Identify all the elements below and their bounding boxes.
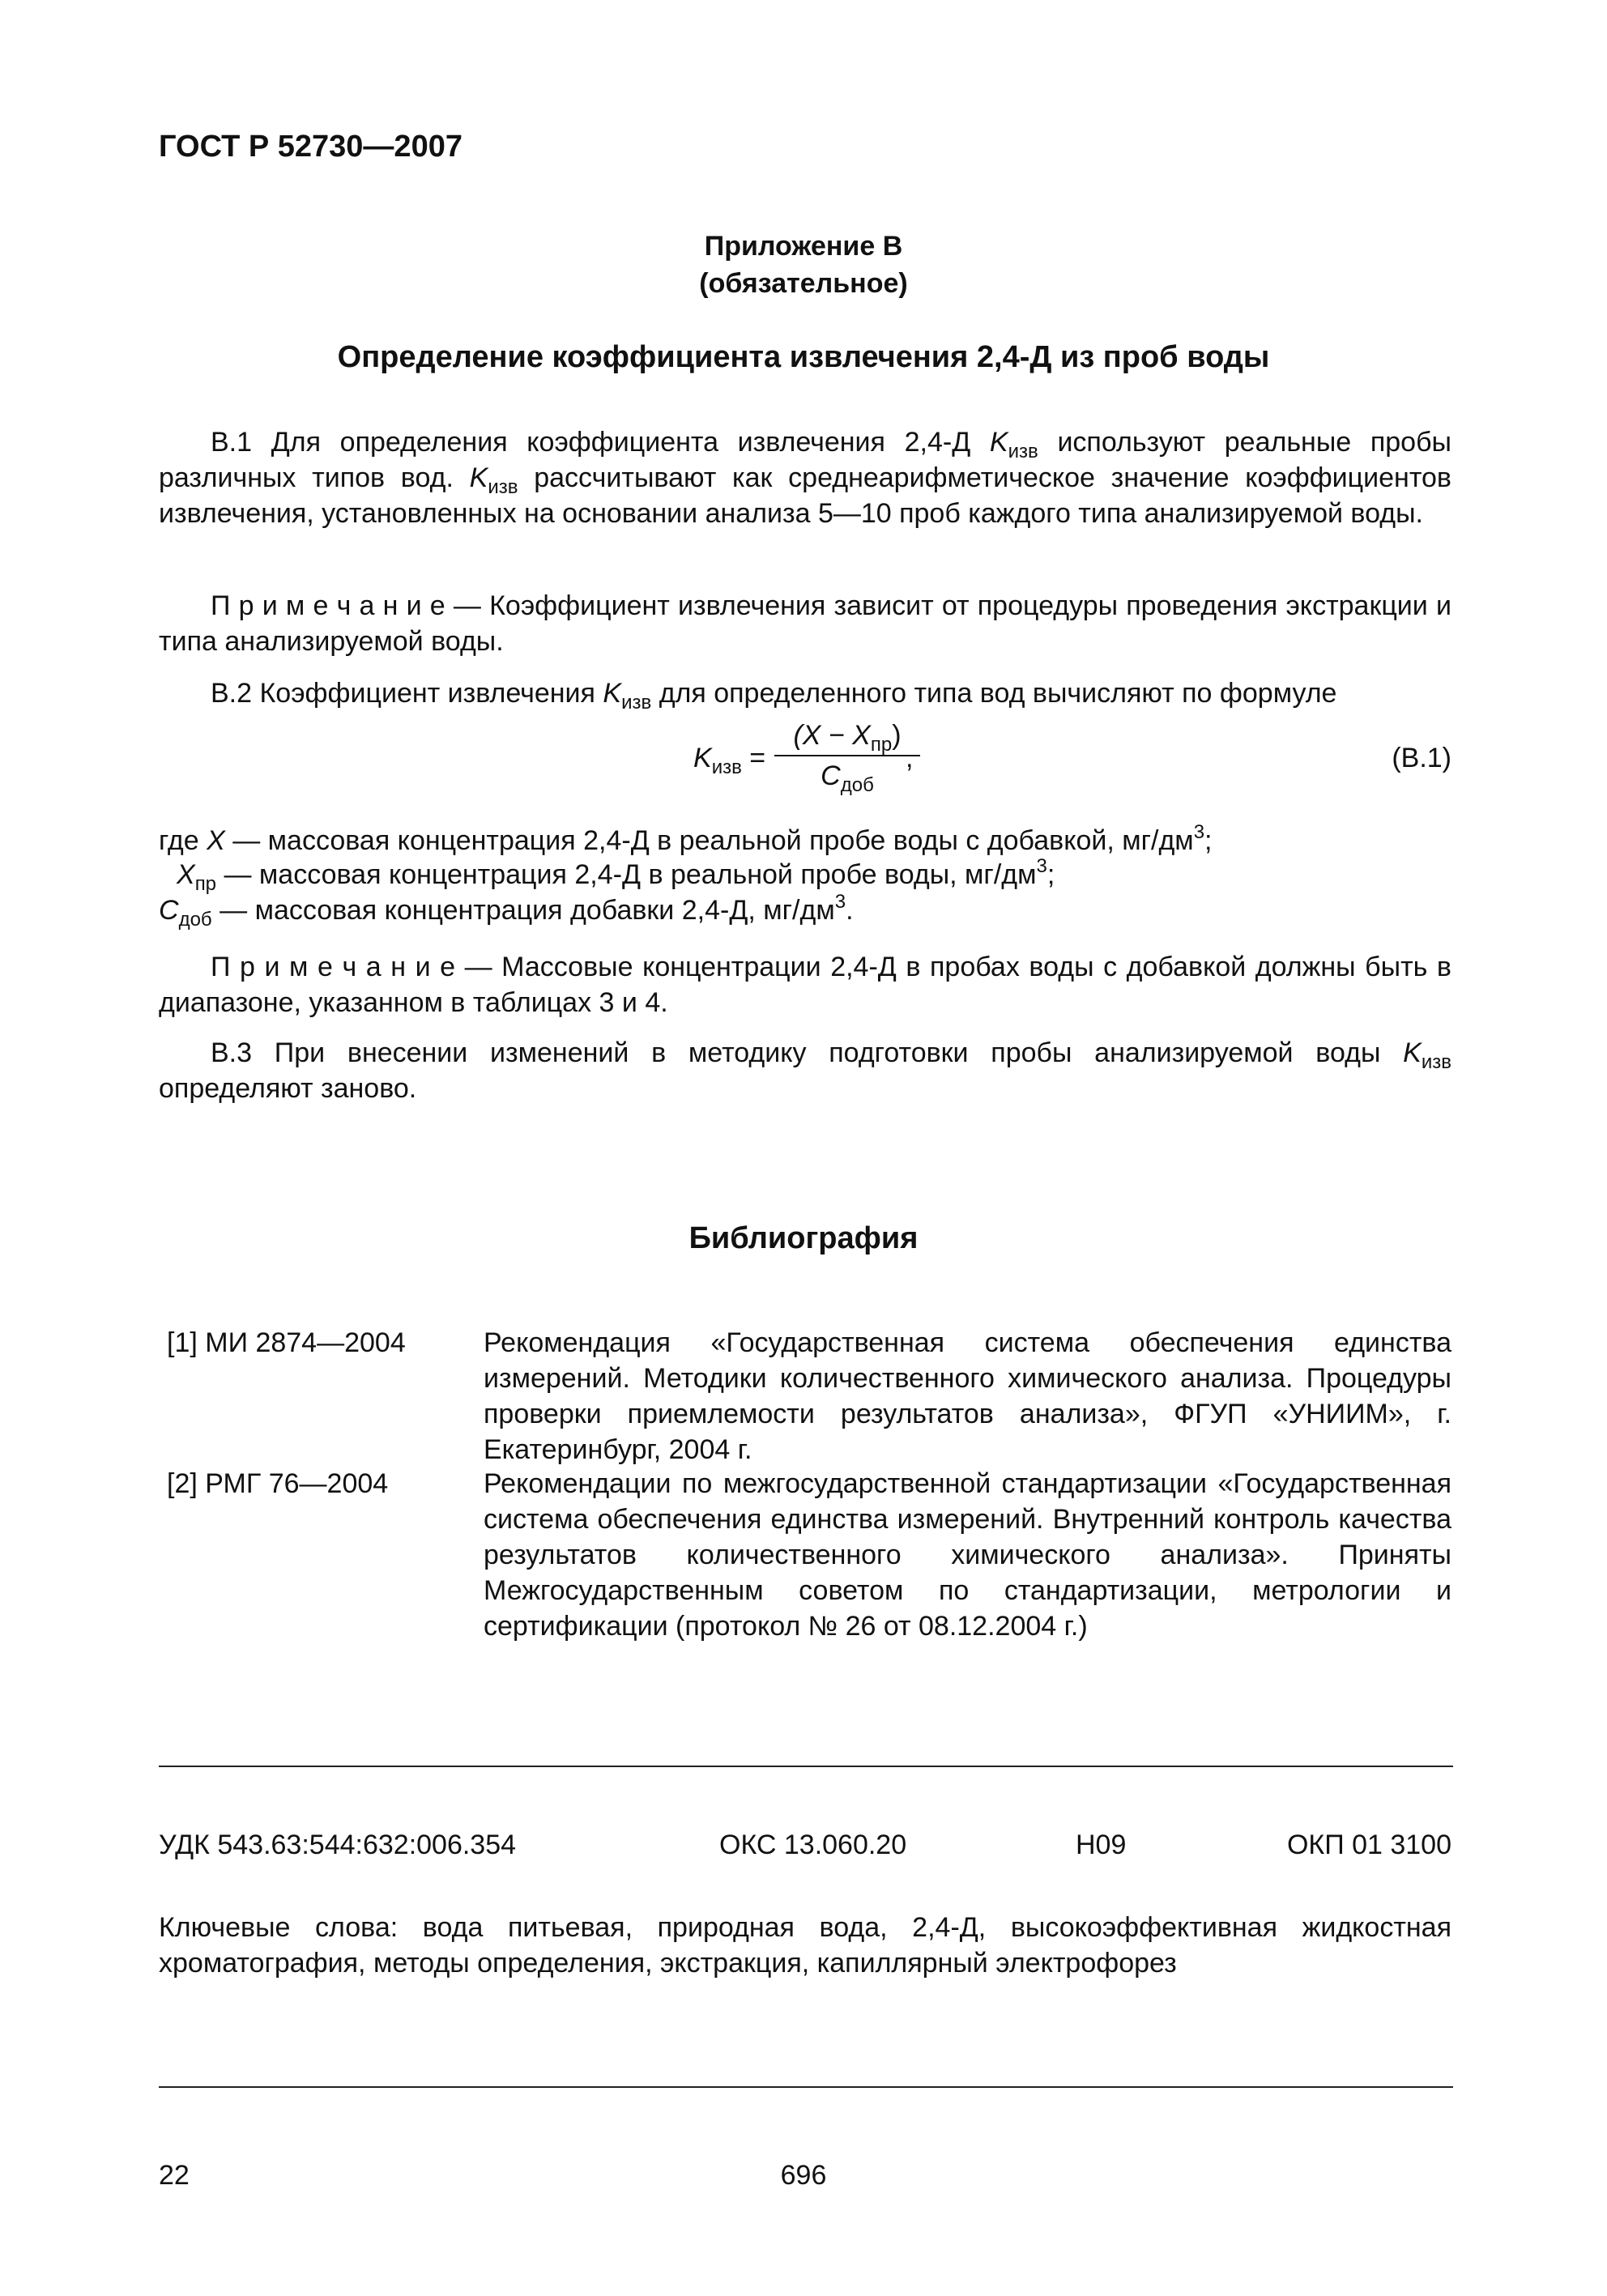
where-line-1: где X — массовая концентрация 2,4-Д в реальной пробе воды с добавкой, $мг/дм^3$; bbox=[159, 821, 1213, 856]
bibliography-ref-1: [1] МИ 2874—2004 bbox=[167, 1327, 406, 1358]
where-line-2: $X_{пр}$ — массовая концентрация 2,4-Д в реальной пробе воды, $мг/дм^3$; bbox=[177, 855, 1055, 895]
paragraph-b1: В.1 Для определения коэффициента извлечения 2,4-Д $K_{изв}$ используют реальные пробы различных типов вод. $K_{изв}$ рассчитывают как среднеарифметическое значение коэффициентов извлечения, установленных на основании анализа 5—10 проб каждого типа анализируемой воды. bbox=[159, 427, 1451, 529]
where-line-3: $C_{доб}$ — массовая концентрация добавки 2,4-Д, $мг/дм^3$. bbox=[159, 891, 854, 931]
oks-code: ОКС 13.060.20 bbox=[719, 1830, 907, 1860]
bibliography-text-1: Рекомендация «Государственная система обеспечения единства измерений. Методики количественного химического анализа. Процедуры проверки приемлемости результатов анализа», ФГУП «УНИИМ», г. Екатеринбург, 2004 г. bbox=[484, 1327, 1451, 1465]
appendix-title: Приложение В bbox=[704, 231, 903, 262]
formula-denominator: $C_{доб}$ bbox=[821, 760, 874, 796]
appendix-heading: Определение коэффициента извлечения 2,4-Д из проб воды bbox=[337, 340, 1270, 374]
sheet-number: 696 bbox=[780, 2160, 827, 2191]
document-id: ГОСТ Р 52730—2007 bbox=[159, 130, 462, 164]
appendix-status: (обязательное) bbox=[699, 268, 908, 299]
note-2: П р и м е ч а н и е — Массовые концентрации 2,4-Д в пробах воды с добавкой должны быть в диапазоне, указанном в таблицах 3 и 4. bbox=[159, 952, 1451, 1018]
formula-number: (В.1) bbox=[1392, 743, 1451, 773]
keywords: Ключевые слова: вода питьевая, природная вода, 2,4-Д, высокоэффективная жидкостная хроматография, методы определения, экстракция, капиллярный электрофорез bbox=[159, 1912, 1451, 1979]
bibliography-text-2: Рекомендации по межгосударственной стандартизации «Государственная система обеспечения единства измерений. Внутренний контроль качества результатов количественного химического анализа». Приняты Межгосударственным советом по стандартизации, метрологии и сертификации (протокол № 26 от 08.12.2004 г.) bbox=[484, 1468, 1451, 1642]
udk-code: УДК 543.63:544:632:006.354 bbox=[159, 1830, 517, 1860]
divider-top bbox=[159, 1766, 1453, 1767]
paragraph-b2: В.2 Коэффициент извлечения $K_{изв}$ для определенного типа вод вычисляют по формуле bbox=[211, 678, 1337, 714]
bibliography-ref-2: [2] РМГ 76—2004 bbox=[167, 1468, 389, 1499]
page-number: 22 bbox=[159, 2160, 190, 2191]
formula-fraction bbox=[774, 718, 920, 794]
formula-lhs: $K_{изв}$ = bbox=[693, 743, 766, 778]
class-code: Н09 bbox=[1076, 1830, 1127, 1860]
note-1: П р и м е ч а н и е — Коэффициент извлечения зависит от процедуры проведения экстракции и типа анализируемой воды. bbox=[159, 590, 1451, 657]
formula-numerator: $(X - X_{пр})$ bbox=[774, 718, 920, 756]
formula-comma: , bbox=[906, 743, 914, 773]
divider-bottom bbox=[159, 2086, 1453, 2088]
paragraph-b3: В.3 При внесении изменений в методику подготовки пробы анализируемой воды $K_{изв}$ определяют заново. bbox=[159, 1037, 1451, 1104]
okp-code: ОКП 01 3100 bbox=[1286, 1830, 1451, 1860]
bibliography-title: Библиография bbox=[688, 1221, 919, 1255]
